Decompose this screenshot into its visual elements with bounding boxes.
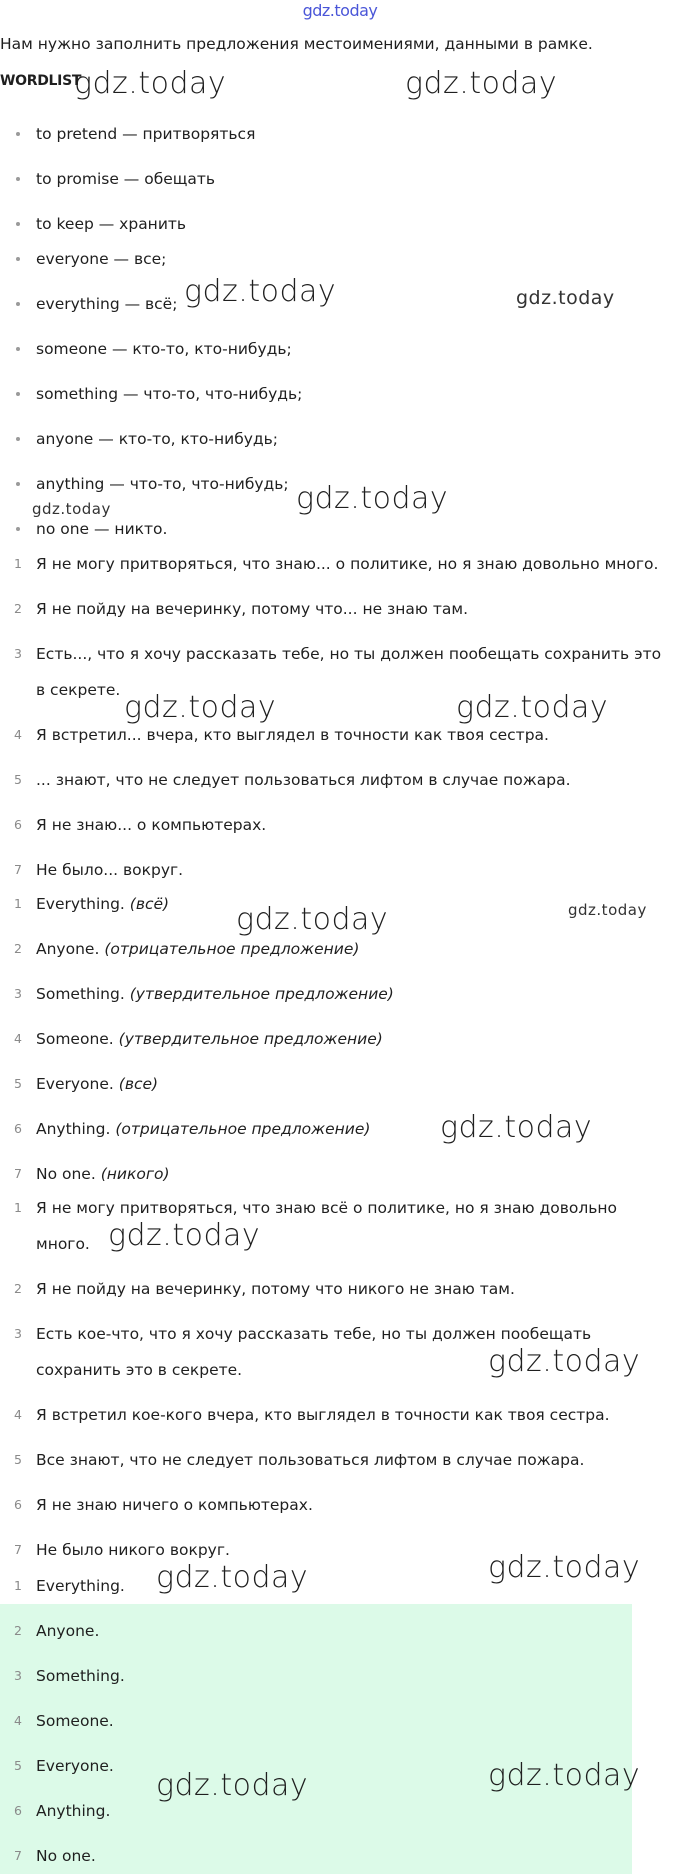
bullet-icon bbox=[16, 482, 20, 486]
bullet-icon bbox=[16, 347, 20, 351]
watermark: gdz.today bbox=[440, 1110, 593, 1145]
watermark: gdz.today bbox=[124, 690, 277, 725]
watermark: gdz.today bbox=[296, 481, 449, 516]
wordlist-heading: WORDLIST bbox=[0, 73, 82, 89]
bullet-icon bbox=[16, 392, 20, 396]
watermark: gdz.today bbox=[405, 66, 558, 101]
watermark: gdz.today bbox=[184, 274, 337, 309]
watermark: gdz.today bbox=[488, 1550, 641, 1585]
bullet-icon bbox=[16, 177, 20, 181]
watermark: gdz.today bbox=[156, 1768, 309, 1803]
bullet-icon bbox=[16, 302, 20, 306]
watermark: gdz.today bbox=[516, 287, 615, 309]
bullet-icon bbox=[16, 527, 20, 531]
watermark: gdz.today bbox=[32, 500, 111, 518]
bullet-icon bbox=[16, 257, 20, 261]
bullet-icon bbox=[16, 222, 20, 226]
task-instruction: Нам нужно заполнить предложения местоимениями, данными в рамке. bbox=[0, 35, 593, 53]
bullet-icon bbox=[16, 132, 20, 136]
watermark: gdz.today bbox=[488, 1344, 641, 1379]
watermark: gdz.today bbox=[488, 1758, 641, 1793]
watermark: gdz.today bbox=[236, 902, 389, 937]
watermark: gdz.today bbox=[108, 1218, 261, 1253]
site-logo[interactable]: gdz.today bbox=[302, 1, 378, 20]
watermark: gdz.today bbox=[156, 1560, 309, 1595]
watermark: gdz.today bbox=[568, 901, 647, 919]
bullet-icon bbox=[16, 437, 20, 441]
watermark: gdz.today bbox=[456, 690, 609, 725]
watermark: gdz.today bbox=[74, 66, 227, 101]
